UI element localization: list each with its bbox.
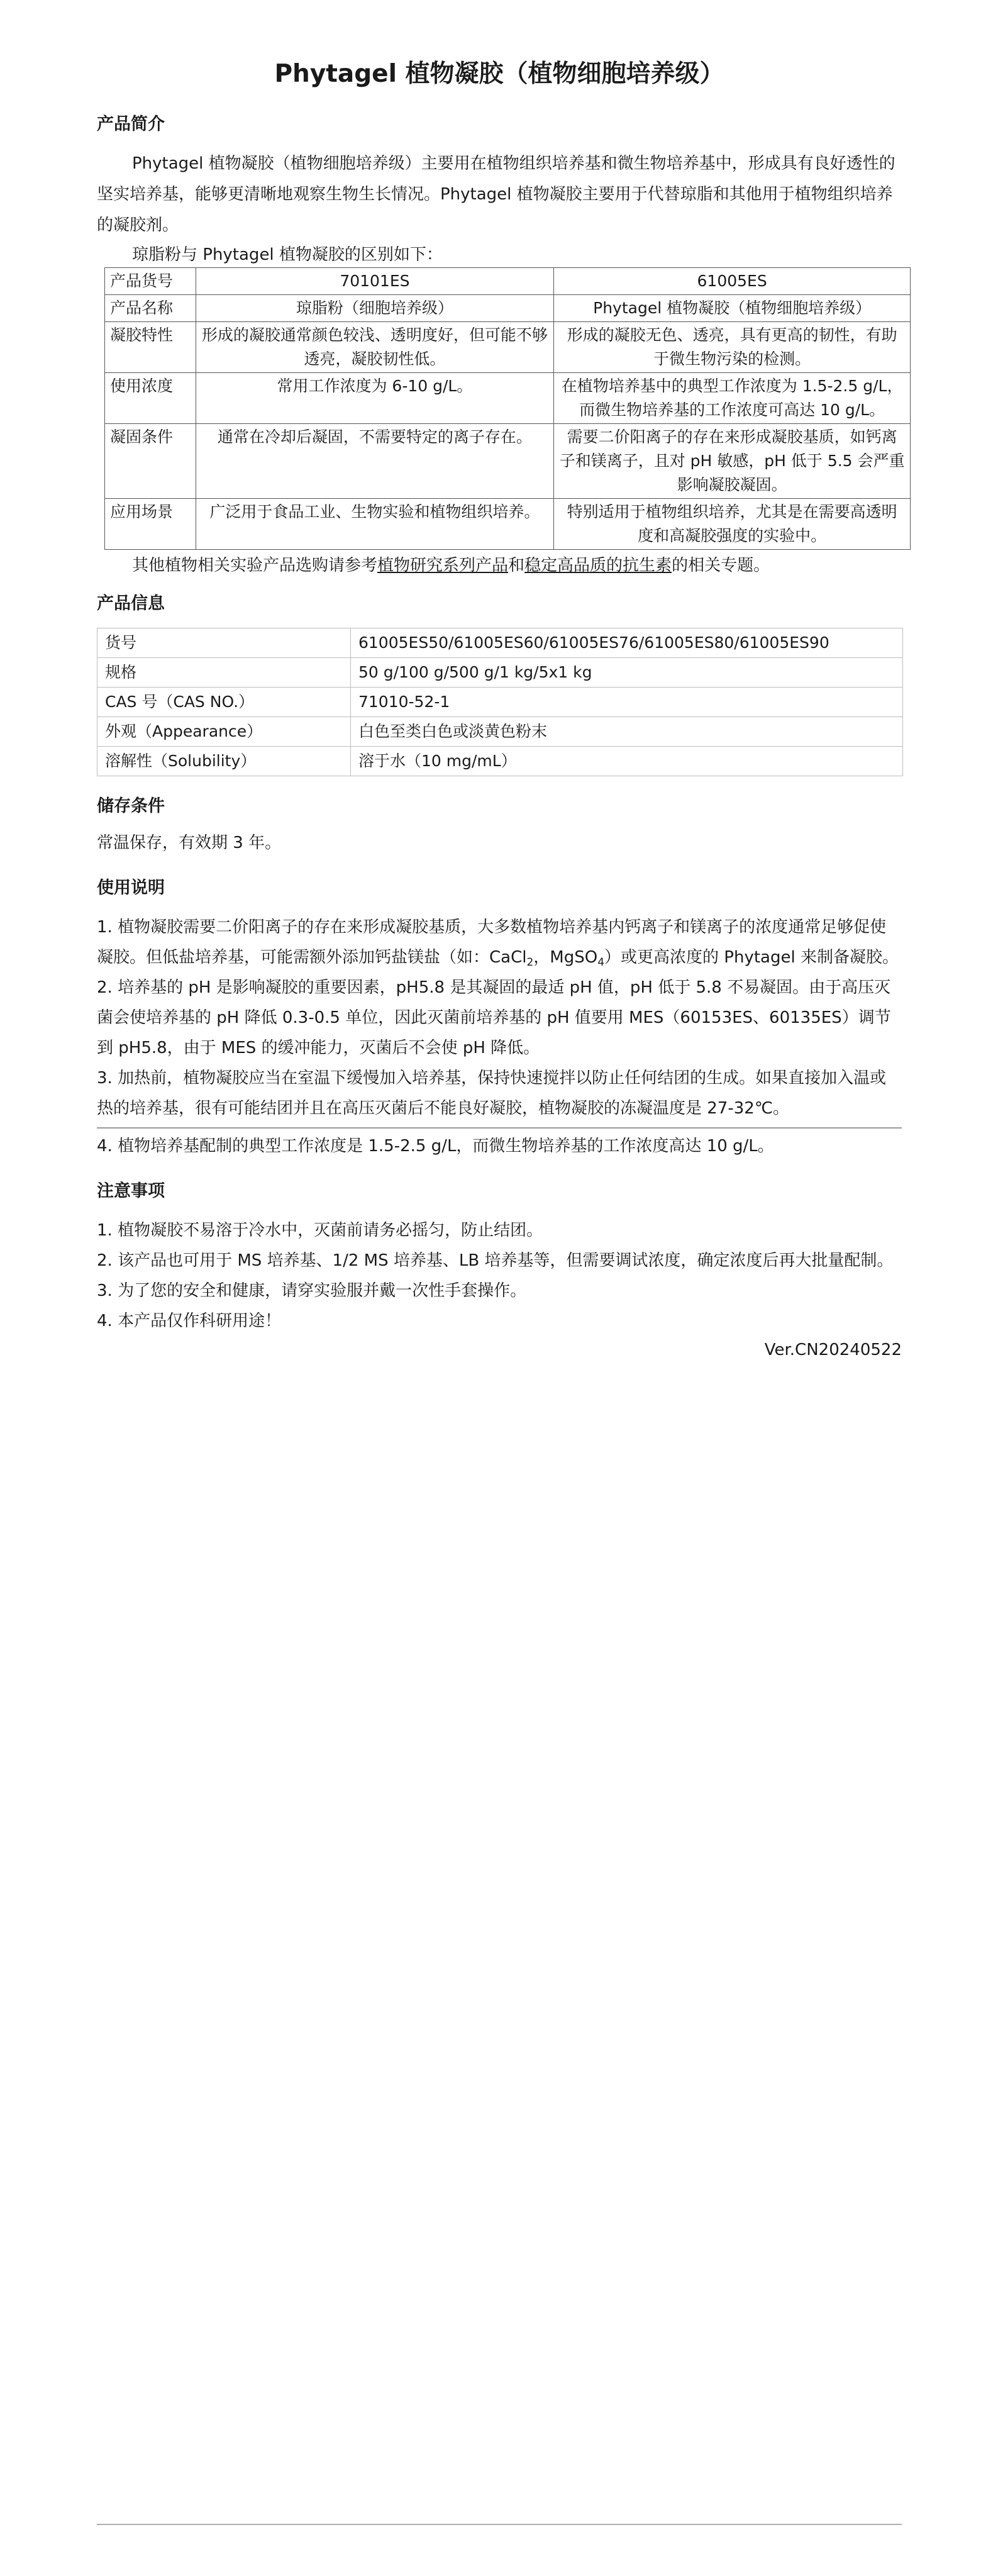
info-value: 白色至类白色或淡黄色粉末	[351, 717, 903, 747]
table-row	[105, 499, 911, 550]
agar-cell: 常用工作浓度为 6-10 g/L。	[196, 373, 554, 424]
reference-line	[97, 550, 902, 581]
note-item: 2. 该产品也可用于 MS 培养基、1/2 MS 培养基、LB 培养基等，但需要调试浓度，确定浓度后再大批量配制。	[97, 1251, 894, 1270]
row-label: 产品货号	[105, 268, 196, 295]
info-key: 规格	[97, 658, 351, 688]
info-key: 货号	[97, 628, 351, 658]
row-label: 产品名称	[105, 295, 196, 322]
agar-cell: 广泛用于食品工业、生物实验和植物组织培养。	[196, 499, 554, 550]
note-item: 3. 为了您的安全和健康，请穿实验服并戴一次性手套操作。	[97, 1281, 527, 1300]
table-row	[97, 717, 903, 747]
reference-prefix: 其他植物相关实验产品选购请参考	[132, 556, 378, 575]
table-row	[105, 373, 911, 424]
footer-divider	[97, 2524, 902, 2525]
agar-cell: 通常在冷却后凝固，不需要特定的离子存在。	[196, 424, 554, 499]
info-value: 溶于水（10 mg/mL）	[351, 747, 903, 776]
storage-heading: 储存条件	[97, 796, 165, 816]
info-key: 溶解性（Solubility）	[97, 747, 351, 776]
antibiotics-link[interactable]: 稳定高品质的抗生素	[524, 556, 672, 575]
row-label: 凝固条件	[105, 424, 196, 499]
usage-item-4: 4. 植物培养基配制的典型工作浓度是 1.5-2.5 g/L，而微生物培养基的工作浓度高达 10 g/L。	[97, 1137, 774, 1156]
phytagel-cell: 形成的凝胶无色、透亮，具有更高的韧性，有助于微生物污染的检测。	[554, 322, 911, 373]
agar-cell: 70101ES	[196, 268, 554, 295]
usage-item-1-text: ，MgSO	[533, 948, 598, 967]
intro-heading: 产品简介	[97, 114, 165, 134]
info-value: 50 g/100 g/500 g/1 kg/5x1 kg	[351, 658, 903, 688]
comparison-table	[104, 267, 911, 550]
note-item: 4. 本产品仅作科研用途！	[97, 1312, 282, 1330]
divider	[97, 1127, 902, 1129]
table-row	[105, 424, 911, 499]
usage-item-2: 2. 培养基的 pH 是影响凝胶的重要因素，pH5.8 是其凝固的最适 pH 值，pH 低于 5.8 不易凝固。由于高压灭菌会使培养基的 pH 降低 0.3-0.5 单位，因此灭菌前培养基的 pH 值要用 MES（60153ES、60135ES）调节到 pH5.8，由于 MES 的缓冲能力，灭菌后不会使 pH 降低。	[97, 978, 891, 1057]
row-label: 应用场景	[105, 499, 196, 550]
usage-heading: 使用说明	[97, 878, 165, 898]
table-row	[105, 295, 911, 322]
table-row	[97, 747, 903, 776]
subscript: 4	[597, 956, 605, 969]
row-label: 凝胶特性	[105, 322, 196, 373]
info-value: 61005ES50/61005ES60/61005ES76/61005ES80/61005ES90	[351, 628, 903, 658]
subscript: 2	[526, 956, 534, 969]
table-row	[97, 688, 903, 717]
usage-section	[97, 912, 902, 1161]
notes-section	[97, 1215, 902, 1336]
phytagel-cell: 需要二价阳离子的存在来形成凝胶基质，如钙离子和镁离子，且对 pH 敏感，pH 低于 5.5 会严重影响凝胶凝固。	[554, 424, 911, 499]
phytagel-cell: Phytagel 植物凝胶（植物细胞培养级）	[554, 295, 911, 322]
product-info-table	[97, 628, 903, 776]
notes-heading: 注意事项	[97, 1181, 165, 1201]
usage-item-1	[97, 912, 902, 973]
note-item: 1. 植物凝胶不易溶于冷水中，灭菌前请务必摇匀，防止结团。	[97, 1221, 543, 1240]
storage-text: 常温保存，有效期 3 年。	[97, 834, 282, 852]
comparison-lead: 琼脂粉与 Phytagel 植物凝胶的区别如下：	[132, 245, 443, 264]
info-key: 外观（Appearance）	[97, 717, 351, 747]
info-heading: 产品信息	[97, 594, 165, 613]
plant-research-link[interactable]: 植物研究系列产品	[377, 556, 509, 575]
info-key: CAS 号（CAS NO.）	[97, 688, 351, 717]
table-row	[97, 628, 903, 658]
reference-connector: 和	[508, 556, 525, 575]
info-value: 71010-52-1	[351, 688, 903, 717]
phytagel-cell: 在植物培养基中的典型工作浓度为 1.5-2.5 g/L，而微生物培养基的工作浓度可高达 10 g/L。	[554, 373, 911, 424]
reference-suffix: 的相关专题。	[672, 556, 770, 575]
agar-cell: 形成的凝胶通常颜色较浅、透明度好，但可能不够透亮，凝胶韧性低。	[196, 322, 554, 373]
row-label: 使用浓度	[105, 373, 196, 424]
table-row	[105, 322, 911, 373]
table-row	[97, 658, 903, 688]
phytagel-cell: 特别适用于植物组织培养，尤其是在需要高透明度和高凝胶强度的实验中。	[554, 499, 911, 550]
phytagel-cell: 61005ES	[554, 268, 911, 295]
intro-paragraph: Phytagel 植物凝胶（植物细胞培养级）主要用在植物组织培养基和微生物培养基中，形成具有良好透性的坚实培养基，能够更清晰地观察生物生长情况。Phytagel 植物凝胶主要用于代替琼脂和其他用于植物组织培养的凝胶剂。	[97, 154, 895, 235]
agar-cell: 琼脂粉（细胞培养级）	[196, 295, 554, 322]
document-page	[97, 58, 905, 1364]
version-label: Ver.CN20240522	[764, 1341, 902, 1359]
document-title: Phytagel 植物凝胶（植物细胞培养级）	[274, 60, 724, 88]
usage-item-3: 3. 加热前，植物凝胶应当在室温下缓慢加入培养基，保持快速搅拌以防止任何结团的生成。如果直接加入温或热的培养基，很有可能结团并且在高压灭菌后不能良好凝胶，植物凝胶的冻凝温度是 27-32℃。	[97, 1069, 887, 1118]
usage-item-1-text: ）或更高浓度的 Phytagel 来制备凝胶。	[604, 948, 899, 967]
table-row	[105, 268, 911, 295]
usage-item-1-text: 1. 植物凝胶需要二价阳离子的存在来形成凝胶基质，大多数植物培养基内钙离子和镁离子的浓度通常足够促使凝胶。但低盐培养基，可能需额外添加钙盐镁盐（如：CaCl	[97, 918, 887, 967]
